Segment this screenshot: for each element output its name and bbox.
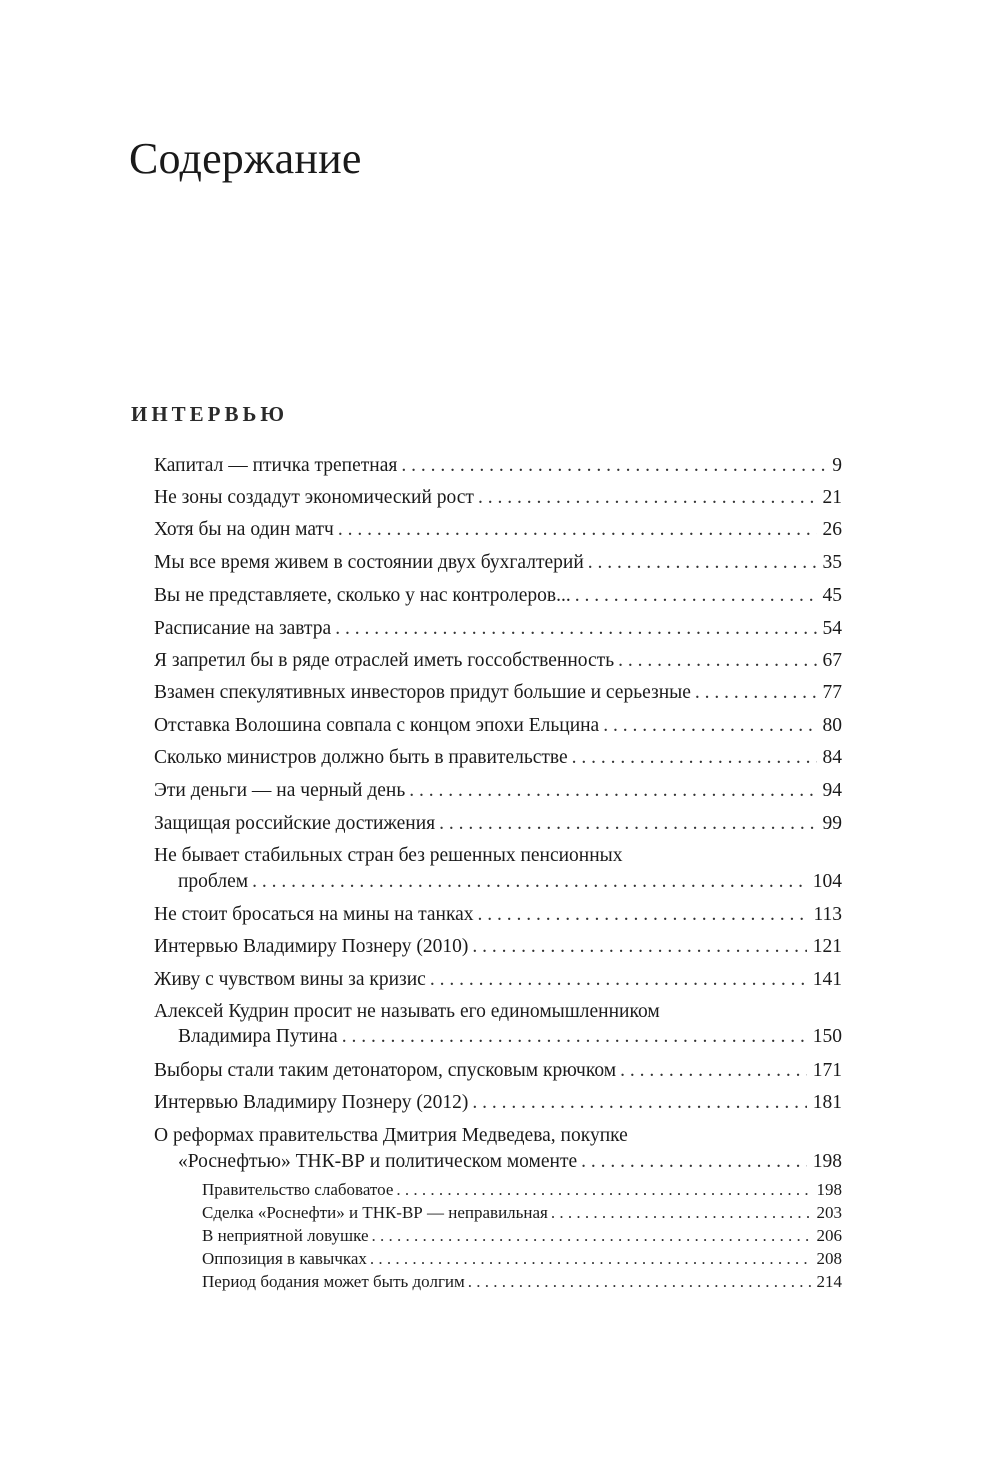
toc-entry-first-line[interactable]: Алексей Кудрин просит не называть его единомышленником bbox=[154, 1001, 660, 1022]
toc-entry-page: 26 bbox=[822, 519, 842, 540]
toc-entry-title: Выборы стали таким детонатором, спусковым крючком bbox=[154, 1060, 617, 1081]
toc-subentry-page: 206 bbox=[816, 1226, 842, 1245]
toc-entry-page: 77 bbox=[822, 682, 842, 703]
toc-entry-first-line[interactable]: О реформах правительства Дмитрия Медведева, покупке bbox=[154, 1125, 628, 1146]
toc-entry-title: проблем bbox=[178, 871, 249, 892]
toc-entry-page: 99 bbox=[822, 813, 842, 834]
toc-entry-page: 121 bbox=[812, 936, 842, 957]
toc-entry-title: Владимира Путина bbox=[178, 1026, 338, 1047]
dot-leader bbox=[581, 1151, 807, 1173]
toc-entry-title: Вы не представляете, сколько у нас контролеров... bbox=[154, 585, 571, 606]
toc-entry[interactable] bbox=[154, 1092, 842, 1114]
toc-entry-title: Эти деньги — на черный день bbox=[154, 780, 406, 801]
toc-entry-page: 181 bbox=[812, 1092, 842, 1113]
toc-entry-page: 84 bbox=[822, 747, 842, 768]
toc-entry-title: Не зоны создадут экономический рост bbox=[154, 487, 474, 508]
toc-entry[interactable] bbox=[154, 650, 842, 672]
toc-entry-title: Живу с чувством вины за кризис bbox=[154, 969, 426, 990]
toc-entry-first-line[interactable]: Не бывает стабильных стран без решенных пенсионных bbox=[154, 845, 623, 866]
toc-entry-page: 150 bbox=[812, 1026, 842, 1047]
toc-entry-page: 141 bbox=[812, 969, 842, 990]
dot-leader bbox=[252, 871, 807, 893]
toc-entry-page: 80 bbox=[822, 715, 842, 736]
section-heading: ИНТЕРВЬЮ bbox=[131, 402, 289, 426]
toc-entry[interactable] bbox=[154, 715, 842, 737]
toc-entry[interactable] bbox=[154, 969, 842, 991]
dot-leader bbox=[335, 618, 816, 640]
toc-entry-title: Я запретил бы в ряде отраслей иметь госсобственность bbox=[154, 650, 615, 671]
toc-entry-page: 21 bbox=[822, 487, 842, 508]
toc-entry-page: 113 bbox=[813, 904, 842, 925]
toc-entry-page: 67 bbox=[822, 650, 842, 671]
toc-entry-page: 198 bbox=[812, 1151, 842, 1172]
toc-entry[interactable] bbox=[154, 585, 842, 607]
dot-leader bbox=[478, 487, 817, 509]
toc-subentry-page: 198 bbox=[816, 1180, 842, 1199]
toc-entry-title: Интервью Владимиру Познеру (2010) bbox=[154, 936, 469, 957]
toc-entry[interactable] bbox=[154, 904, 842, 926]
toc-entry[interactable] bbox=[154, 552, 842, 574]
dot-leader bbox=[695, 682, 817, 704]
dot-leader bbox=[472, 936, 806, 958]
toc-subentry-page: 214 bbox=[816, 1272, 842, 1291]
toc-subentry-title: Период бодания может быть долгим bbox=[202, 1272, 465, 1291]
dot-leader bbox=[588, 552, 817, 574]
toc-subentry[interactable] bbox=[202, 1180, 842, 1200]
page-title: Содержание bbox=[129, 134, 362, 183]
dot-leader bbox=[396, 1180, 812, 1200]
toc-subentry[interactable] bbox=[202, 1226, 842, 1246]
toc-entry[interactable] bbox=[178, 871, 842, 893]
toc-entry-title: Сколько министров должно быть в правительстве bbox=[154, 747, 568, 768]
dot-leader bbox=[603, 715, 816, 737]
toc-entry-title: «Роснефтью» ТНК-ВР и политическом моменте bbox=[178, 1151, 578, 1172]
toc-subentry[interactable] bbox=[202, 1272, 842, 1292]
dot-leader bbox=[472, 1092, 806, 1114]
toc-subentry-title: Правительство слабоватое bbox=[202, 1180, 394, 1199]
dot-leader bbox=[370, 1249, 813, 1269]
dot-leader bbox=[439, 813, 816, 835]
dot-leader bbox=[401, 455, 826, 477]
toc-entry[interactable] bbox=[178, 1026, 842, 1048]
toc-entry-title: Защищая российские достижения bbox=[154, 813, 436, 834]
toc-entry-title: Отставка Волошина совпала с концом эпохи Ельцина bbox=[154, 715, 600, 736]
toc-entry-page: 104 bbox=[812, 871, 842, 892]
toc-entry-title: Мы все время живем в состоянии двух бухгалтерий bbox=[154, 552, 584, 573]
toc-entry[interactable] bbox=[154, 780, 842, 802]
toc-entry-title: Хотя бы на один матч bbox=[154, 519, 334, 540]
toc-entry-page: 45 bbox=[822, 585, 842, 606]
dot-leader bbox=[409, 780, 816, 802]
dot-leader bbox=[342, 1026, 807, 1048]
dot-leader bbox=[478, 904, 808, 926]
dot-leader bbox=[338, 519, 817, 541]
toc-entry-title: Капитал — птичка трепетная bbox=[154, 455, 398, 476]
toc-entry-title: Взамен спекулятивных инвесторов придут большие и серьезные bbox=[154, 682, 691, 703]
toc-entry[interactable] bbox=[154, 487, 842, 509]
toc-entry-page: 171 bbox=[812, 1060, 842, 1081]
dot-leader bbox=[620, 1060, 807, 1082]
dot-leader bbox=[618, 650, 816, 672]
toc-entry-page: 94 bbox=[822, 780, 842, 801]
toc-entry[interactable] bbox=[154, 519, 842, 541]
dot-leader bbox=[468, 1272, 813, 1292]
toc-entry-title: Расписание на завтра bbox=[154, 618, 332, 639]
toc-entry-title: Интервью Владимиру Познеру (2012) bbox=[154, 1092, 469, 1113]
toc-subentry-title: В неприятной ловушке bbox=[202, 1226, 369, 1245]
toc-entry[interactable] bbox=[154, 682, 842, 704]
toc-entry-title: Не стоит бросаться на мины на танках bbox=[154, 904, 474, 925]
toc-entry[interactable] bbox=[178, 1151, 842, 1173]
toc-entry-page: 54 bbox=[822, 618, 842, 639]
dot-leader bbox=[430, 969, 807, 991]
toc-subentry-title: Оппозиция в кавычках bbox=[202, 1249, 367, 1268]
toc-subentry-title: Сделка «Роснефти» и ТНК-ВР — неправильная bbox=[202, 1203, 548, 1222]
toc-subentry-page: 203 bbox=[816, 1203, 842, 1222]
dot-leader bbox=[575, 585, 817, 607]
dot-leader bbox=[572, 747, 817, 769]
toc-entry-page: 35 bbox=[822, 552, 842, 573]
toc-subentry[interactable] bbox=[202, 1203, 842, 1223]
toc-entry[interactable] bbox=[154, 455, 842, 477]
toc-entry[interactable] bbox=[154, 936, 842, 958]
toc-subentry-page: 208 bbox=[816, 1249, 842, 1268]
dot-leader bbox=[372, 1226, 813, 1246]
toc-entry[interactable] bbox=[154, 1060, 842, 1082]
toc-entry-page: 9 bbox=[832, 455, 842, 476]
toc-subentry[interactable] bbox=[202, 1249, 842, 1269]
dot-leader bbox=[551, 1203, 813, 1223]
toc-entry[interactable] bbox=[154, 618, 842, 640]
toc-entry[interactable] bbox=[154, 813, 842, 835]
toc-entry[interactable] bbox=[154, 747, 842, 769]
